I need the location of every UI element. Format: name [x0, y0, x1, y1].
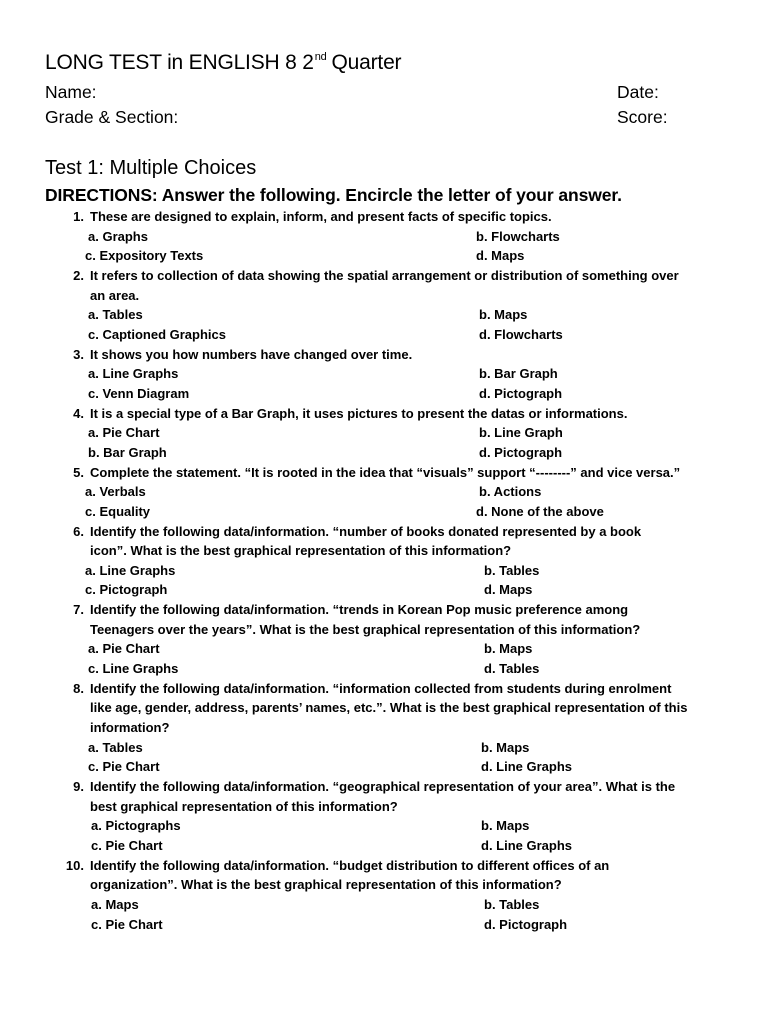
question-text: information? [90, 720, 170, 736]
option-c: c. Captioned Graphics [88, 326, 226, 342]
date-label: Date: [617, 82, 659, 102]
option-d: d. Maps [476, 248, 525, 264]
name-label: Name: [45, 82, 97, 102]
options-row [0, 659, 768, 679]
score-label: Score: [617, 107, 668, 127]
question-line [0, 404, 768, 424]
options-row [0, 384, 768, 404]
options-row [0, 325, 768, 345]
page-title [45, 51, 401, 75]
question-text: Teenagers over the years”. What is the best graphical representation of this information? [90, 621, 641, 637]
question-line [0, 698, 768, 718]
question-text: an area. [90, 287, 140, 303]
question-text: icon”. What is the best graphical representation of this information? [90, 543, 512, 559]
options-row [0, 836, 768, 856]
options-row [0, 364, 768, 384]
question-line [0, 777, 768, 797]
question-text: like age, gender, address, parents’ names, etc.”. What is the best graphical representation of this [90, 700, 688, 716]
question-text: Identify the following data/information. “information collected from students during enrolment [90, 680, 672, 696]
option-b: b. Maps [479, 307, 528, 323]
question-line [0, 600, 768, 620]
option-a: a. Pie Chart [88, 425, 160, 441]
option-b: b. Maps [484, 641, 533, 657]
option-a: a. Tables [88, 307, 143, 323]
title-end: Quarter [331, 51, 402, 74]
option-a: a. Line Graphs [88, 366, 179, 382]
option-b: b. Flowcharts [476, 228, 560, 244]
option-c: c. Expository Texts [85, 248, 204, 264]
question-line [0, 266, 768, 286]
option-c: c. Pie Chart [88, 759, 160, 775]
option-a: a. Pictographs [91, 818, 181, 834]
option-c: c. Pie Chart [91, 916, 163, 932]
question-text: organization”. What is the best graphical representation of this information? [90, 877, 562, 893]
option-d: d. Tables [484, 661, 540, 677]
question-line [0, 286, 768, 306]
option-b: b. Maps [481, 818, 530, 834]
options-row [0, 561, 768, 581]
option-b: b. Tables [484, 896, 540, 912]
question-text: Identify the following data/information. “trends in Korean Pop music preference among [90, 602, 629, 618]
option-a: a. Graphs [88, 228, 148, 244]
options-row [0, 895, 768, 915]
question-number: 7. [73, 602, 84, 618]
directions: DIRECTIONS: Answer the following. Encircle the letter of your answer. [45, 185, 622, 205]
option-d: d. Flowcharts [479, 326, 563, 342]
options-row [0, 915, 768, 935]
question-line [0, 541, 768, 561]
question-line [0, 620, 768, 640]
test-title: Test 1: Multiple Choices [45, 157, 257, 179]
question-number: 5. [73, 464, 84, 480]
question-number: 3. [73, 346, 84, 362]
option-a: a. Pie Chart [88, 641, 160, 657]
options-row [0, 482, 768, 502]
question-number: 8. [73, 680, 84, 696]
question-text: It shows you how numbers have changed over time. [90, 346, 413, 362]
question-list [0, 207, 768, 934]
options-row [0, 443, 768, 463]
option-a: a. Verbals [85, 484, 146, 500]
options-row [0, 738, 768, 758]
question-text: It is a special type of a Bar Graph, it uses pictures to present the datas or informations. [90, 405, 628, 421]
question-text: These are designed to explain, inform, and present facts of specific topics. [90, 209, 552, 224]
question-text: Complete the statement. “It is rooted in the idea that “visuals” support “--------” and vice versa.” [90, 464, 681, 480]
question-number: 2. [73, 267, 84, 283]
option-c: c. Pie Chart [91, 838, 163, 853]
options-row [0, 423, 768, 443]
option-a: a. Maps [91, 896, 139, 912]
options-row [0, 502, 768, 522]
question-line [0, 718, 768, 738]
question-text: Identify the following data/information. “budget distribution to different offices of an [90, 857, 610, 873]
option-b: b. Tables [484, 562, 540, 578]
options-row [0, 639, 768, 659]
question-text: best graphical representation of this information? [90, 798, 398, 814]
question-line [0, 463, 768, 483]
options-row [0, 246, 768, 266]
title-main: LONG TEST in ENGLISH 8 2 [45, 51, 314, 74]
title-superscript: nd [314, 51, 327, 63]
question-line [0, 856, 768, 876]
question-number: 9. [73, 779, 84, 795]
question-number: 6. [73, 523, 84, 539]
question-number: 4. [73, 405, 84, 421]
option-c: c. Line Graphs [88, 661, 179, 677]
option-c: b. Bar Graph [88, 444, 167, 460]
options-row [0, 580, 768, 600]
question-text: Identify the following data/information. “geographical representation of your area”. What is the [90, 779, 676, 795]
question-line [0, 345, 768, 365]
question-line [0, 797, 768, 817]
option-d: d. Maps [484, 582, 533, 598]
options-row [0, 305, 768, 325]
question-number: 1. [73, 209, 84, 224]
option-d: d. Line Graphs [481, 759, 573, 775]
question-text: It refers to collection of data showing the spatial arrangement or distribution of something over [90, 267, 679, 283]
option-b: b. Actions [479, 484, 542, 500]
option-d: d. Pictograph [479, 385, 563, 401]
option-b: b. Bar Graph [479, 366, 558, 382]
question-number: 10. [65, 857, 84, 873]
option-a: a. Tables [88, 739, 143, 755]
option-c: c. Equality [85, 503, 151, 519]
question-line [0, 522, 768, 542]
option-b: b. Line Graph [479, 425, 563, 441]
option-d: d. None of the above [476, 503, 604, 519]
option-d: d. Pictograph [479, 444, 563, 460]
question-line [0, 207, 768, 227]
option-d: d. Pictograph [484, 916, 568, 932]
option-c: c. Pictograph [85, 582, 168, 598]
options-row [0, 227, 768, 247]
grade-section-label: Grade & Section: [45, 107, 179, 127]
option-a: a. Line Graphs [85, 562, 176, 578]
option-c: c. Venn Diagram [88, 385, 190, 401]
question-text: Identify the following data/information. “number of books donated represented by a book [90, 523, 642, 539]
option-b: b. Maps [481, 739, 530, 755]
options-row [0, 757, 768, 777]
question-line [0, 679, 768, 699]
options-row [0, 816, 768, 836]
option-d: d. Line Graphs [481, 838, 573, 853]
question-line [0, 875, 768, 895]
